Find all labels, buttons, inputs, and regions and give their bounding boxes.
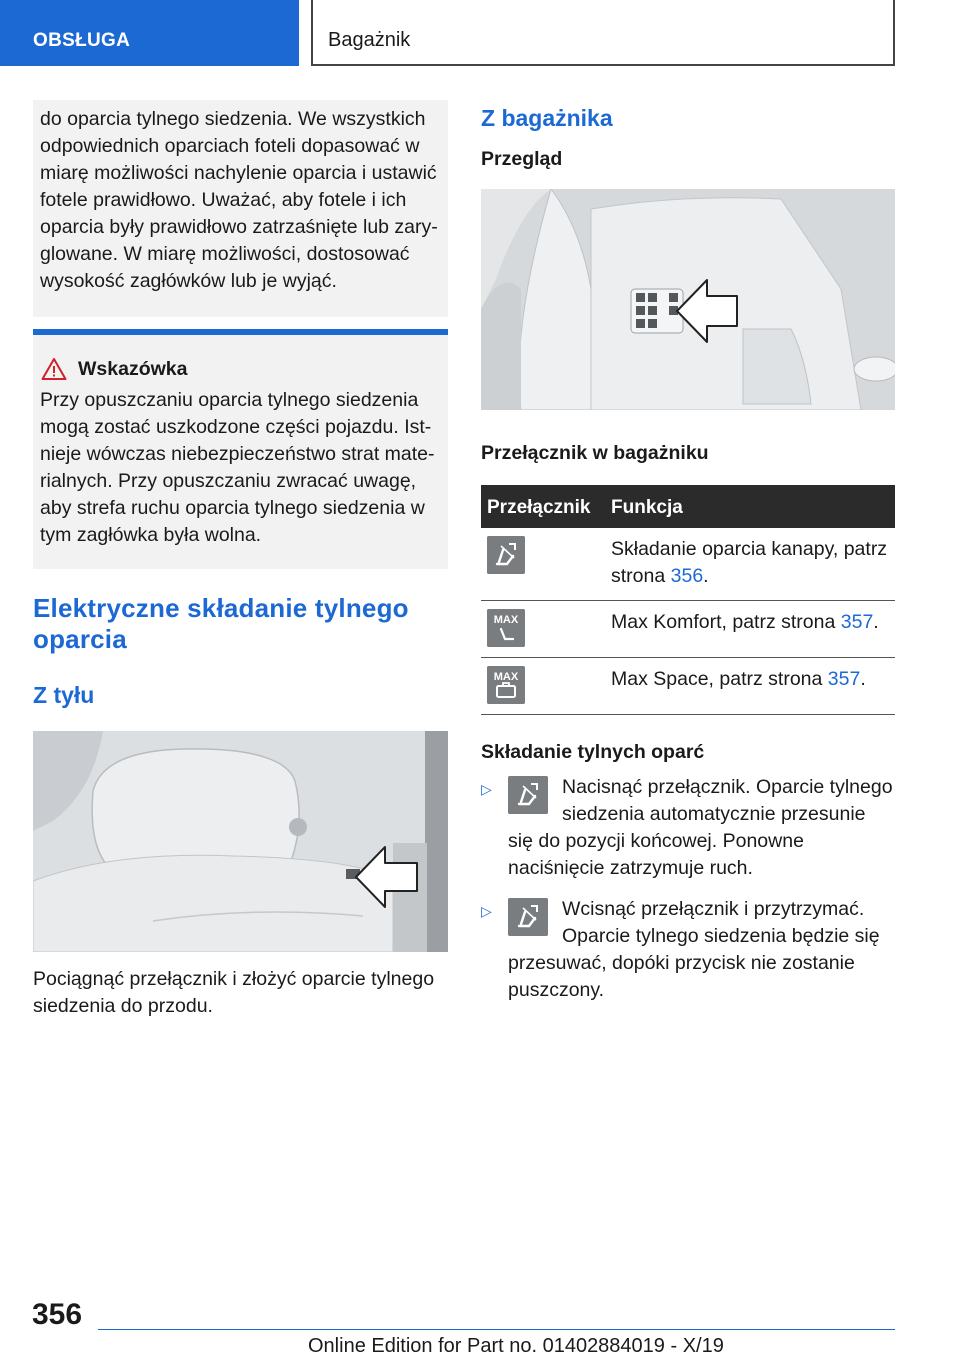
table-row: [481, 528, 895, 601]
trunk-heading: Z bagażnika: [481, 105, 613, 131]
col-switch-header: Przełącznik: [481, 485, 605, 528]
function-cell: [605, 601, 895, 658]
switch-cell: [481, 601, 605, 658]
edition-text: Online Edition for Part no. 01402884019 - X/19: [308, 1335, 724, 1357]
page-number: 356: [32, 1298, 83, 1331]
trunk-photo: [481, 189, 895, 410]
switch-cell: [481, 528, 605, 601]
photo-caption: Pociągnąć przełącznik i złożyć oparcie tylnego siedzenia do przodu.: [33, 968, 435, 1017]
warning-icon: [41, 357, 67, 381]
seat-fold-icon: [487, 536, 525, 574]
page-link[interactable]: 356: [670, 565, 704, 587]
chapter-title: Bagażnik: [328, 29, 411, 51]
page-link[interactable]: 357: [840, 611, 874, 633]
step-text: Nacisnąć przełącznik. Oparcie tylnego siedzenia automatycznie przesunie się do pozycji końcowej. Ponowne naciśnięcie zatrzymuje ruch.: [508, 776, 893, 879]
footer-divider: [98, 1329, 895, 1330]
function-end: .: [873, 611, 879, 633]
intro-text: do oparcia tylnego siedzenia. We wszystkich odpowiednich oparciach foteli dopasować w miarę możliwości nachylenie oparcia i ustawić fotele prawidłowo. Uważać, aby fotele i ich oparcia były prawidłowo zatrzaśnięte lub zaryglowane. W miarę możliwości, dostosować wysokość zagłówków lub je wyjąć.: [40, 108, 438, 292]
note-text: Przy opuszczaniu oparcia tylnego siedzenia mogą zostać uszkodzone części pojazdu. Istnieje wówczas niebezpieczeństwo strat materialnych. Przy opuszczaniu zwracać uwagę, aby strefa ruchu oparcia tylnego siedzenia w tym zagłówka była wolna.: [40, 389, 435, 546]
svg-text:MAX: MAX: [493, 614, 519, 626]
section-heading: Elektryczne składanie tylnego oparcia: [33, 593, 409, 654]
note-box: [33, 329, 448, 569]
section-title: OBSŁUGA: [33, 30, 131, 51]
function-end: .: [860, 668, 866, 690]
chapter-header: [311, 0, 895, 66]
note-heading: [40, 357, 440, 381]
function-text: Max Komfort, patrz strona: [611, 611, 841, 633]
page-link[interactable]: 357: [827, 668, 861, 690]
step-text: Wcisnąć przełącznik i przytrzymać. Oparcie tylnego siedzenia będzie się przesuwać, dopóki przycisk nie zostanie puszczony.: [508, 898, 880, 1001]
subsection-heading: Z tyłu: [33, 682, 95, 708]
function-text: Składanie oparcia kanapy, patrz strona: [611, 538, 888, 587]
switch-cell: [481, 658, 605, 715]
right-column: [481, 100, 895, 1004]
intro-box: [33, 100, 448, 317]
note-title: Wskazówka: [78, 357, 188, 380]
function-cell: [605, 658, 895, 715]
seat-fold-icon: [508, 776, 548, 814]
table-row: [481, 601, 895, 658]
table-header-row: [481, 485, 895, 528]
section-tab: [0, 0, 299, 66]
overview-label: Przegląd: [481, 148, 563, 170]
trunk-illustration: [481, 189, 895, 410]
svg-text:MAX: MAX: [493, 671, 519, 683]
function-end: .: [703, 565, 709, 587]
table-caption: Przełącznik w bagażniku: [481, 442, 709, 464]
folding-heading: Składanie tylnych oparć: [481, 741, 705, 763]
step-item: [481, 774, 895, 882]
rear-seat-illustration: [33, 731, 448, 952]
triangle-bullet-icon: ▷: [481, 903, 492, 919]
seat-fold-icon: [508, 898, 548, 936]
step-item: [481, 896, 895, 1004]
triangle-bullet-icon: ▷: [481, 781, 492, 797]
max-comfort-icon: [487, 609, 525, 647]
function-text: Max Space, patrz strona: [611, 668, 828, 690]
table-row: [481, 658, 895, 715]
max-space-icon: [487, 666, 525, 704]
switch-table: [481, 485, 895, 715]
col-function-header: Funkcja: [605, 485, 895, 528]
function-cell: [605, 528, 895, 601]
rear-seat-photo: [33, 731, 448, 952]
left-column: [33, 100, 448, 1020]
